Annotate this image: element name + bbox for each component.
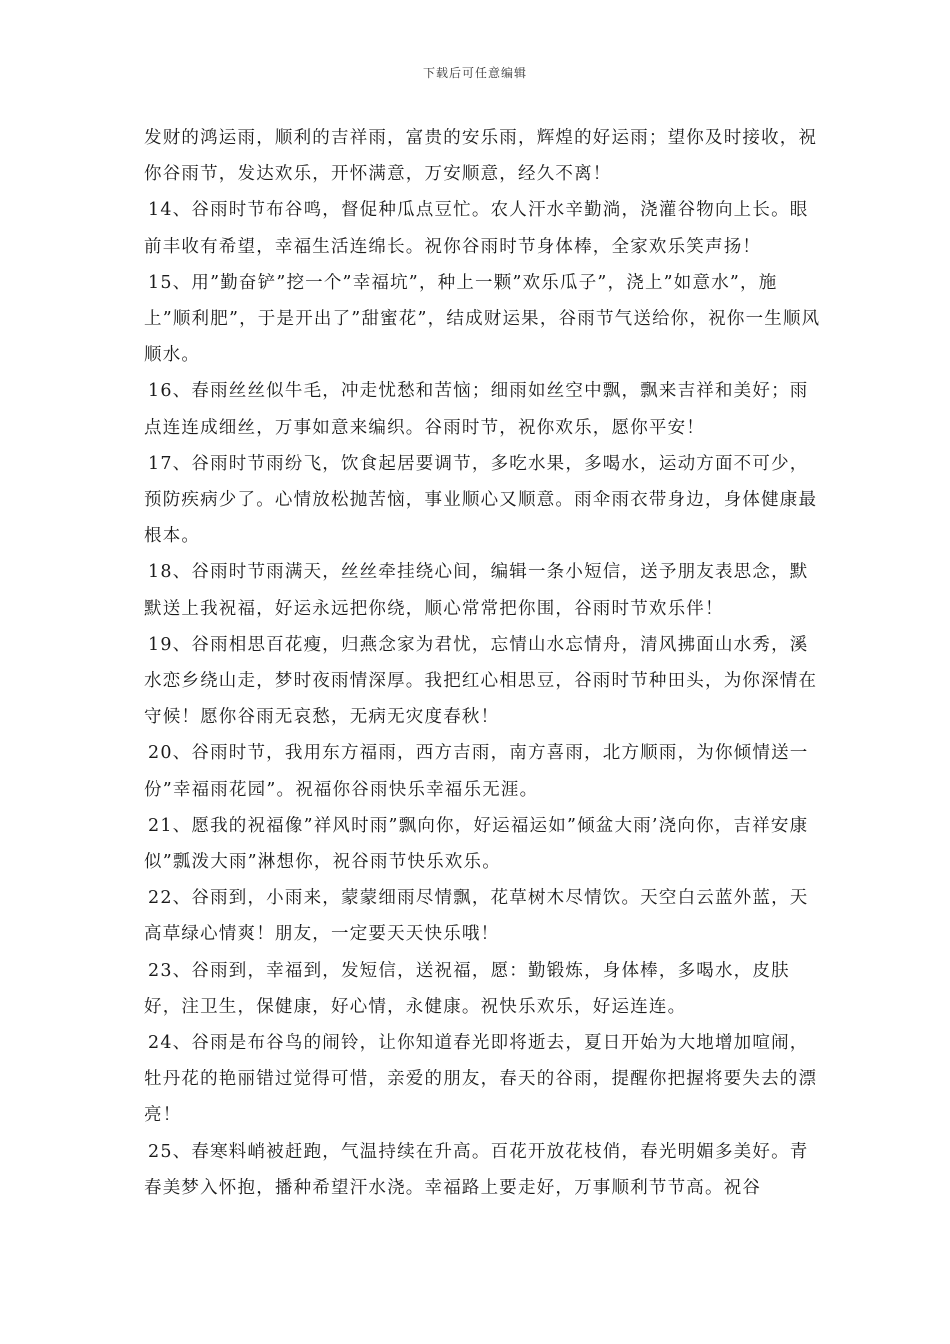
- paragraph-19: 19、谷雨相思百花瘦，归燕念家为君忧，忘情山水忘情舟，清风拂面山水秀，溪水恋乡绕山走，梦时夜雨情深厚。我把红心相思豆，谷雨时节种田头，为你深情在守候！愿你谷雨无哀愁，无病无灾度春秋！: [144, 634, 818, 728]
- page-header: 下载后可任意编辑: [422, 66, 527, 80]
- paragraph-23: 23、谷雨到，幸福到，发短信，送祝福，愿：勤锻炼，身体棒，多喝水，皮肤好，注卫生，保健康，好心情，永健康。祝快乐欢乐，好运连连。: [144, 960, 790, 1017]
- paragraph-24: 24、谷雨是布谷鸟的闹铃，让你知道春光即将逝去，夏日开始为大地增加喧闹，牡丹花的艳丽错过觉得可惜，亲爱的朋友，春天的谷雨，提醒你把握将要失去的漂亮！: [144, 1033, 818, 1126]
- paragraph-22: 22、谷雨到，小雨来，蒙蒙细雨尽情飘，花草树木尽情饮。天空白云蓝外蓝，天高草绿心情爽！朋友，一定要天天快乐哦！: [144, 888, 809, 945]
- paragraph-16: 16、春雨丝丝似牛毛，冲走忧愁和苦恼；细雨如丝空中飘，飘来吉祥和美好；雨点连连成细丝，万事如意来编织。谷雨时节，祝你欢乐，愿你平安！: [144, 381, 809, 438]
- paragraph-18: 18、谷雨时节雨满天，丝丝牵挂绕心间，编辑一条小短信，送予朋友表思念，默默送上我祝福，好运永远把你绕，顺心常常把你围，谷雨时节欢乐伴！: [144, 562, 809, 619]
- paragraph-15: 15、用”勤奋铲”挖一个”幸福坑”，种上一颗”欢乐瓜子”，浇上”如意水”，施上”顺利肥”，于是开出了”甜蜜花”，结成财运果，谷雨节气送给你，祝你一生顺风顺水。: [144, 272, 821, 366]
- paragraph-continued: 发财的鸿运雨，顺利的吉祥雨，富贵的安乐雨，辉煌的好运雨；望你及时接收，祝你谷雨节，发达欢乐，开怀满意，万安顺意，经久不离！: [144, 128, 818, 185]
- paragraph-20: 20、谷雨时节，我用东方福雨，西方吉雨，南方喜雨，北方顺雨，为你倾情送一份”幸福雨花园”。祝福你谷雨快乐幸福乐无涯。: [144, 743, 809, 800]
- paragraph-21: 21、愿我的祝福像”祥风时雨”飘向你，好运福运如”倾盆大雨’浇向你，吉祥安康似”瓢泼大雨”淋想你，祝谷雨节快乐欢乐。: [144, 815, 809, 873]
- paragraph-14: 14、谷雨时节布谷鸣，督促种瓜点豆忙。农人汗水辛勤淌，浇灌谷物向上长。眼前丰收有希望，幸福生活连绵长。祝你谷雨时节身体棒，全家欢乐笑声扬！: [144, 200, 809, 257]
- paragraph-25: 25、春寒料峭被赶跑，气温持续在升高。百花开放花枝俏，春光明媚多美好。青春美梦入怀抱，播种希望汗水浇。幸福路上要走好，万事顺利节节高。祝谷: [144, 1141, 809, 1198]
- paragraph-17: 17、谷雨时节雨纷飞，饮食起居要调节，多吃水果，多喝水，运动方面不可少，预防疾病少了。心情放松抛苦恼，事业顺心又顺意。雨伞雨衣带身边，身体健康最根本。: [144, 453, 818, 547]
- document-body: [144, 120, 824, 1206]
